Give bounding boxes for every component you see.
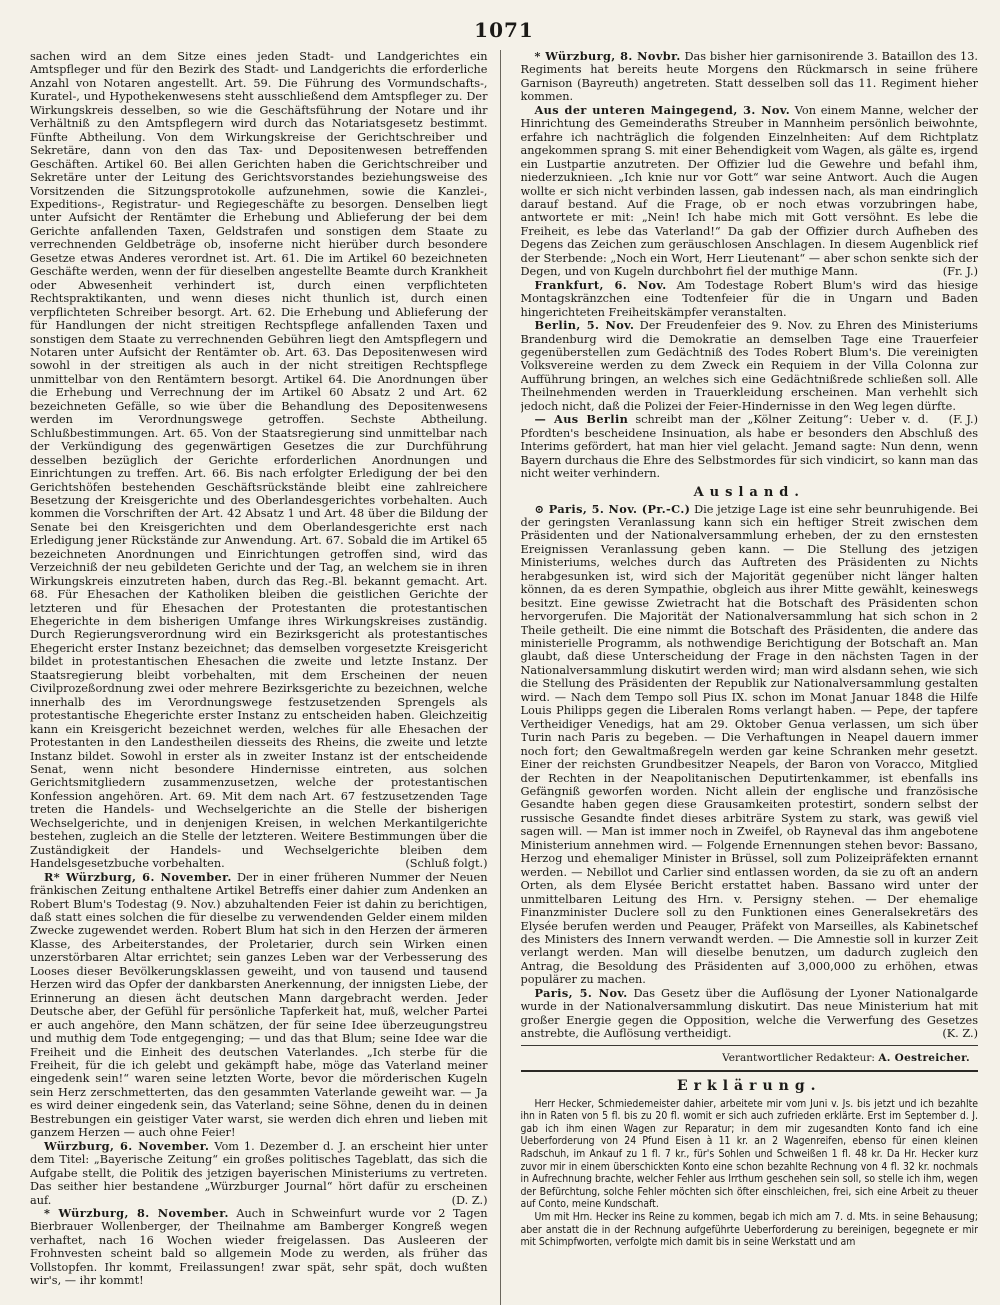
dateline: ⊙ Paris, 5. Nov. (Pr.-C.) xyxy=(534,501,691,516)
article-paragraph xyxy=(521,50,979,104)
article-text: Der Freudenfeier des 9. Nov. zu Ehren des Ministeriums Brandenburg wird die Demokratie an demselben Tage eine Trauerfeier gegenüberstellen zum Gedächtniß des Todes Robert Blum's. Die vereinigten Volksvereine werden zu dem Zweck ein Requiem in der Villa Colonna zur Aufführung bringen, an welches sich eine Gedächtnißrede schließen soll. Alle Theilnehmenden werden in Trauerkleidung erscheinen. Man verhehlt sich jedoch nicht, daß die Polizei der Feier-Hindernisse in den Weg legen dürfte. xyxy=(520,319,978,413)
article-text: Der in einer früheren Nummer der Neuen fränkischen Zeitung enthaltene Artikel Betreffs einer dahier zum Andenken an Robert Blum's Todestag (9. Nov.) abzuhaltenden Feier ist dahin zu berichtigen, daß statt eines solchen die für dieselbe zu verwendenden Gelder einem milden Zwecke zugewendet werden. Robert Blum hat sich in den Herzen der ärmeren Klasse, des Arbeiterstandes, der Proletarier, durch sein Wirken einen unzerstörbaren Altar errichtet; sein ganzes Leben war der Verbesserung des Looses dieser Bevölkerungsklassen geweiht, und von tausend und tausend Herzen wird das Opfer der dankbarsten Anerkennung, der innigsten Liebe, der Erinnerung an diesen ächt deutschen Mann dargebracht werden. Jeder Deutsche aber, der Gefühl für persönliche Tapferkeit hat, muß, welcher Partei er auch angehöre, den Mann schätzen, der für seine Idee überzeugungstreu und muthig dem Tode entgegenging; — und das that Blum; seine Idee war die Freiheit und die Einheit des deutschen Vaterlandes. „Ich sterbe für die Freiheit, für die ich gelebt und gekämpft habe, möge das Vaterland meiner eingedenk sein!“ waren seine letzten Worte, bevor die mörderischen Kugeln sein Herz zerschmetterten, das den gesammten Vaterlande geweiht war. — Ja es wird deiner eingedenk sein, das Vaterland; seine Söhne, denen du in deinen Bestrebungen ein geistiger Vater warst, sie werden dich ehren und lieben mit ganzem Herzen — auch ohne Feier! xyxy=(30,870,488,1140)
notice-heading: Erklärung. xyxy=(676,1077,822,1094)
dateline: Würzburg, 6. November. xyxy=(44,1138,210,1153)
notice xyxy=(521,1098,979,1249)
right-column xyxy=(521,50,979,1305)
dateline: — Aus Berlin xyxy=(534,412,629,427)
article-paragraph xyxy=(521,987,979,1041)
article-paragraph xyxy=(521,503,979,987)
notice-paragraph: Um mit Hrn. Hecker ins Reine zu kommen, begab ich mich am 7. d. Mts. in seine Behausung; aber anstatt die in der Rechnung aufgeführte Ueberforderung zu bereinigen, begegnete er mir mit Schimpfworten, verfolgte mich damit bis in seine Werkstatt und am xyxy=(520,1210,978,1249)
dateline: Frankfurt, 6. Nov. xyxy=(534,277,667,292)
divider xyxy=(521,1045,979,1046)
article-text: Vom 1. Dezember d. J. an erscheint hier unter dem Titel: „Bayerische Zeitung“ ein großes politisches Tageblatt, das sich die Aufgabe stellt, die Politik des jetzigen bayerischen Ministeriums zu vertreten. Das seither hier bestandene „Würzburger Journal“ hört dafür zu erscheinen auf. xyxy=(30,1139,488,1207)
columns xyxy=(30,50,978,1305)
ausland-heading: Ausland. xyxy=(693,484,805,500)
article-text: schreibt man der „Kölner Zeitung“: Ueber v. d. Pfordten's bescheidene Insinuation, als habe er besonders den Abschluß des Interims gefördert, hat man hier viel gelacht. Jemand sagte: Nun denn, wenn Bayern durchaus die Ehre des Selbstmordes für sich vindicirt, so kann man das nicht weiter verhindern. xyxy=(520,413,978,481)
article-text: Das bisher hier garnisonirende 3. Bataillon des 13. Regiments hat bereits heute Morgens den Rückmarsch in seine frühere Garnison (Bayreuth) angetreten. Statt desselben soll das 11. Regiment hieher kommen. xyxy=(520,50,978,104)
divider xyxy=(521,1070,979,1072)
article-text: Das Gesetz über die Auflösung der Lyoner Nationalgarde wurde in der Nationalversammlung diskutirt. Das neue Ministerium hat mit großer Energie gegen die Opposition, welche die Verwerfung des Gesetzes anstrebte, die Auflösung vertheidigt. xyxy=(520,986,978,1041)
page-number: 1071 xyxy=(474,18,534,42)
domestic-news xyxy=(521,50,979,481)
article-text: Von einem Manne, welcher der Hinrichtung des Gemeinderaths Streuber in Mannheim persönlich beiwohnte, erfahre ich nachträglich die folgenden Einzelnheiten: Auf dem Richtplatz angekommen sprang S. mit einer Behendigkeit vom Wagen, als gälte es, irgend ein Lustpartie anzutreten. Der Offizier lud die Gewehre und befahl ihm, niederzuknieen. „Ich knie nur vor Gott“ war seine Antwort. Auch die Augen wollte er sich nicht verbinden lassen, gab indessen nach, als man eindringlich darauf bestand. Auf die Frage, ob er noch etwas vorzubringen habe, antwortete er mit: „Nein! Ich habe mich mit Gott versöhnt. Es lebe die Freiheit, es lebe das Vaterland!“ Da gab der Offizier durch Aufheben des Degens das Zeichen zum geräuschlosen Anschlagen. In diesem Augenblick rief der Sterbende: „Noch ein Wort, Herr Lieutenant“ — aber schon senkte sich der Degen, und von Kugeln durchbohrt fiel der muthige Mann. xyxy=(520,103,978,279)
article-paragraph xyxy=(30,1140,488,1207)
article-text: Am Todestage Robert Blum's wird das hiesige Montagskränzchen eine Todtenfeier für die in Ungarn und Baden hingerichteten Freiheitskämpfer veranstalten. xyxy=(520,278,978,319)
dateline: R* Würzburg, 6. November. xyxy=(44,869,232,884)
article-text: Die jetzige Lage ist eine sehr beunruhigende. Bei der geringsten Veranlassung kann sich ein heftiger Streit zwischen dem Präsidenten und der Nationalversammlung erheben, der zu den ernstesten Ereignissen Veranlassung geben kann. — Die Stellung des jetzigen Ministeriums, welches durch das Auftreten des Präsidenten zu Nichts herabgesunken ist, wird sich der Majorität gegenüber nicht länger halten können, da es deren Sympathie, obgleich aus ihrer Mitte gewählt, keineswegs besitzt. Eine gewisse Zwietracht hat die Botschaft des Präsidenten schon hervorgerufen. Die Majorität der Nationalversammlung hat sich schon in 2 Theile getheilt. Die eine nimmt die Botschaft des Präsidenten, die andere das ministerielle Programm, als nothwendige Berichtigung der Botschaft an. Man glaubt, daß diese Unterscheidung der Frage in den nächsten Tagen in der Nationalversammlung diskutirt werden wird; man wird alsdann sehen, wie sich die Stellung des Präsidenten der Republik zur Nationalversammlung gestalten wird. — Nach dem Tempo soll Pius IX. schon im Monat Januar 1848 die Hilfe Louis Philipps gegen die Liberalen Roms verlangt haben. — Pepe, der tapfere Vertheidiger Venedigs, hat am 29. Oktober Genua verlassen, um sich über Turin nach Paris zu begeben. — Die Verhaftungen in Neapel dauern immer noch fort; den Gewaltmaßregeln werden gar keine Schranken mehr gesetzt. Einer der reichsten Grundbesitzer Neapels, der Baron von Voracco, Mitglied der Rechten in der Neapolitanischen Deputirtenkammer, ist ebenfalls ins Gefängniß geworfen worden. Nicht allein der englische und französische Gesandte haben gegen diese Grausamkeiten protestirt, sondern selbst der russische Gesandte findet dieses arbiträre System zu stark, was gewiß viel sagen will. — Man ist immer noch in Zweifel, ob Rayneval das ihm angebotene Ministerium annehmen wird. — Folgende Ernennungen stehen bevor: Bassano, Herzog und ehemaliger Minister in Brüssel, soll zum Polizeipräfekten ernannt werden. — Nebillot und Carlier sind entlassen worden, da sie zu oft an andern Orten, als dem Elysée Bericht erstattet haben. Bassano wird unter der unmittelbaren Leitung des Hrn. v. Persigny stehen. — Der ehemalige Finanzminister Duclere soll zu den Funktionen eines Generalsekretärs des Elysée berufen werden und Peauger, Präfekt von Marseilles, als Kabinetschef des Ministers des Innern verwandt werden. — Die Amnestie soll in kurzer Zeit verlangt werden. Man will dieselbe benutzen, um dadurch zugleich den Antrag, die Besoldung des Präsidenten auf 3,000,000 zu erhöhen, etwas populärer zu machen. xyxy=(520,502,978,987)
article-paragraph xyxy=(30,50,488,871)
dateline: Berlin, 5. Nov. xyxy=(534,318,635,333)
editor-name: A. Oestreicher. xyxy=(878,1051,970,1064)
dateline: * Würzburg, 8. Novbr. xyxy=(534,50,681,63)
dateline: Aus der unteren Maingegend, 3. Nov. xyxy=(534,102,791,117)
notice-paragraph: Herr Hecker, Schmiedemeister dahier, arbeitete mir vom Juni v. Js. bis jetzt und ich bezahlte ihn in Raten von 5 fl. bis zu 20 fl. womit er sich auch zufrieden erklärte. Erst im September d. J. gab ich ihm einen Wagen zur Reparatur; in dem mir zugesandten Konto fand ich eine Ueberforderung von 24 Pfund Eisen à 11 kr. an 2 Wagenreifen, ebenso für einen kleinen Radschuh, im Ankauf zu 1 fl. 7 kr., für's Sohlen und Schweißen 1 fl. 48 kr. Da Hr. Hecker kurz zuvor mir in einem überschickten Konto eine schon bezahlte Rechnung von 4 fl. 32 kr. nochmals in Aufrechnung brachte, welcher Fehler aus Irrthum geschehen sein soll, so stelle ich ihm, wegen der Befürchtung, solche Fehler möchten sich öfter einschleichen, frei, sich eine Arbeit zu theuer auf Conto, meine Kundschaft. xyxy=(520,1097,978,1211)
dateline: Paris, 5. Nov. xyxy=(534,985,628,1000)
source-signature: (K. Z.) xyxy=(942,1027,978,1041)
source-signature: (F. J.) xyxy=(948,413,978,427)
editor-label: Verantwortlicher Redakteur: xyxy=(722,1051,875,1064)
source-signature: (Fr. J.) xyxy=(942,265,978,279)
article-paragraph xyxy=(521,104,979,279)
foreign-news xyxy=(521,503,979,1041)
article-paragraph xyxy=(30,1207,488,1288)
article-paragraph xyxy=(30,871,488,1140)
dateline: * Würzburg, 8. November. xyxy=(44,1205,229,1220)
article-paragraph xyxy=(521,413,979,480)
source-signature: (D. Z.) xyxy=(451,1193,488,1207)
article-text: sachen wird an dem Sitze eines jeden Stadt- und Landgerichtes ein Amtspfleger und für den Bezirk des Stadt- und Landgerichts die erforderliche Anzahl von Notaren angestellt. Art. 59. Die Führung des Vormundschafts-, Kuratel-, und Hypothekenwesens steht ausschließend dem Amtspfleger zu. Der Wirkungskreis desselben, so wie die Geschäftsführung der Notare und ihr Verhältniß zu den Amtspflegern wird durch das Notariatsgesetz bestimmt. Fünfte Abtheilung. Von dem Wirkungskreise der Gerichtschreiber und Sekretäre, dann von den das Tax- und Depositenwesen betreffenden Geschäften. Artikel 60. Bei allen Gerichten haben die Gerichtschreiber und Sekretäre unter der Leitung des Gerichtsvorstandes beziehungsweise des Vorsitzenden die Sitzungsprotokolle aufzunehmen, sowie die Kanzlei-, Expeditions-, Registratur- und Regiegeschäfte zu besorgen. Denselben liegt unter Aufsicht der Rentämter die Erhebung und Ablieferung der bei dem Gerichte anfallenden Taxen, Geldstrafen und sonstigen dem Staate zu verrechnenden Geldbeträge ob, insoferne nicht hierüber durch besondere Gesetze etwas Anderes verordnet ist. Art. 61. Die im Artikel 60 bezeichneten Geschäfte werden, wenn der für dieselben angestellte Beamte durch Krankheit oder Abwesenheit verhindert ist, durch einen verpflichteten Rechtspraktikanten, und wenn dieses nicht thunlich ist, durch einen verpflichteten Schreiber besorgt. Art. 62. Die Erhebung und Ablieferung der für Handlungen der nicht streitigen Rechtspflege anfallenden Taxen und sonstigen dem Staate zu verrechnenden Gebühren liegt den Amtspflegern und Notaren unter Aufsicht der Rentämter ob. Art. 63. Das Depositenwesen wird sowohl in der streitigen als auch in der nicht streitigen Rechtspflege unmittelbar von den Rentämtern besorgt. Artikel 64. Die Anordnungen über die Erhebung und Verrechnung der im Artikel 60 Absatz 2 und Art. 62 bezeichneten Gefälle, so wie über die Behandlung des Depositenwesens werden im Verordnungswege getroffen. Sechste Abtheilung. Schlußbestimmungen. Art. 65. Von der Staatsregierung sind unmittelbar nach der Verkündigung des gegenwärtigen Gesetzes die zur Durchführung desselben bezüglich der Gerichte erforderlichen Anordnungen und Einrichtungen zu treffen. Art. 66. Bis nach erfolgter Erledigung der bei den Gerichtshöfen bestehenden Geschäftsrückstände bleibt eine zahlreichere Besetzung der Kreisgerichte und des Oberlandesgerichtes vorbehalten. Auch kommen die Vorschriften der Art. 42 Absatz 1 und Art. 48 über die Bildung der Senate bei den Kreisgerichten und dem Oberlandesgerichte erst nach Erledigung jener Rückstände zur Anwendung. Art. 67. Sobald die im Artikel 65 bezeichneten Anordnungen und Einrichtungen getroffen sind, wird das Verzeichniß der neu gebildeten Gerichte und der Tag, an welchem sie in ihren Wirkungskreis einzutreten haben, durch das Reg.-Bl. bekannt gemacht. Art. 68. Für Ehesachen der Katholiken bleiben die geistlichen Gerichte der letzteren und für Ehesachen der Protestanten die protestantischen Ehegerichte in dem bisherigen Umfange ihres Wirkungskreises zuständig. Durch Regierungsverordnung wird ein Bezirksgericht als protestantisches Ehegericht erster Instanz bezeichnet; das demselben vorgesetzte Kreisgericht bildet in protestantischen Ehesachen die zweite und letzte Instanz. Der Staatsregierung bleibt vorbehalten, mit dem Erscheinen der neuen Civilprozeßordnung zwei oder mehrere Bezirksgerichte zu bezeichnen, welche innerhalb des im Verordnungswege festzusetzenden Sprengels als protestantische Ehegerichte erster Instanz zu entscheiden haben. Gleichzeitig kann ein Kreisgericht bezeichnet werden, welches für alle Ehesachen der Protestanten in den Landestheilen diesseits des Rheins, die zweite und letzte Instanz bildet. Sowohl in erster als in zweiter Instanz ist der entscheidende Senat, wenn nicht besondere Hindernisse eintreten, aus solchen Gerichtsmitgliedern zusammenzusetzen, welche der protestantischen Konfession angehören. Art. 69. Mit dem nach Art. 67 festzusetzenden Tage treten die Handels- und Wechselgerichte an die Stelle der bisherigen Wechselgerichte, und in denjenigen Kreisen, in welchen Merkantilgerichte bestehen, zugleich an die Stelle der letzteren. Weitere Bestimmungen über die Zuständigkeit der Handels- und Wechselgerichte bleiben dem Handelsgesetzbuche vorbehalten. xyxy=(30,50,488,871)
source-signature: (Schluß folgt.) xyxy=(405,857,488,871)
article-text: Auch in Schweinfurt wurde vor 2 Tagen Bierbrauer Wollenberger, der Theilnahme am Bamberger Kongreß wegen verhaftet, nach 16 Wochen wieder freigelassen. Das Ausleeren der Frohnvesten scheint bald so allgemein Mode zu werden, als früher das Vollstopfen. Ihr kommt, Freilassungen! zwar spät, sehr spät, doch wußten wir's, — ihr kommt! xyxy=(30,1206,488,1288)
article-paragraph xyxy=(521,279,979,319)
editor-line xyxy=(521,1050,979,1066)
left-column xyxy=(30,50,501,1305)
